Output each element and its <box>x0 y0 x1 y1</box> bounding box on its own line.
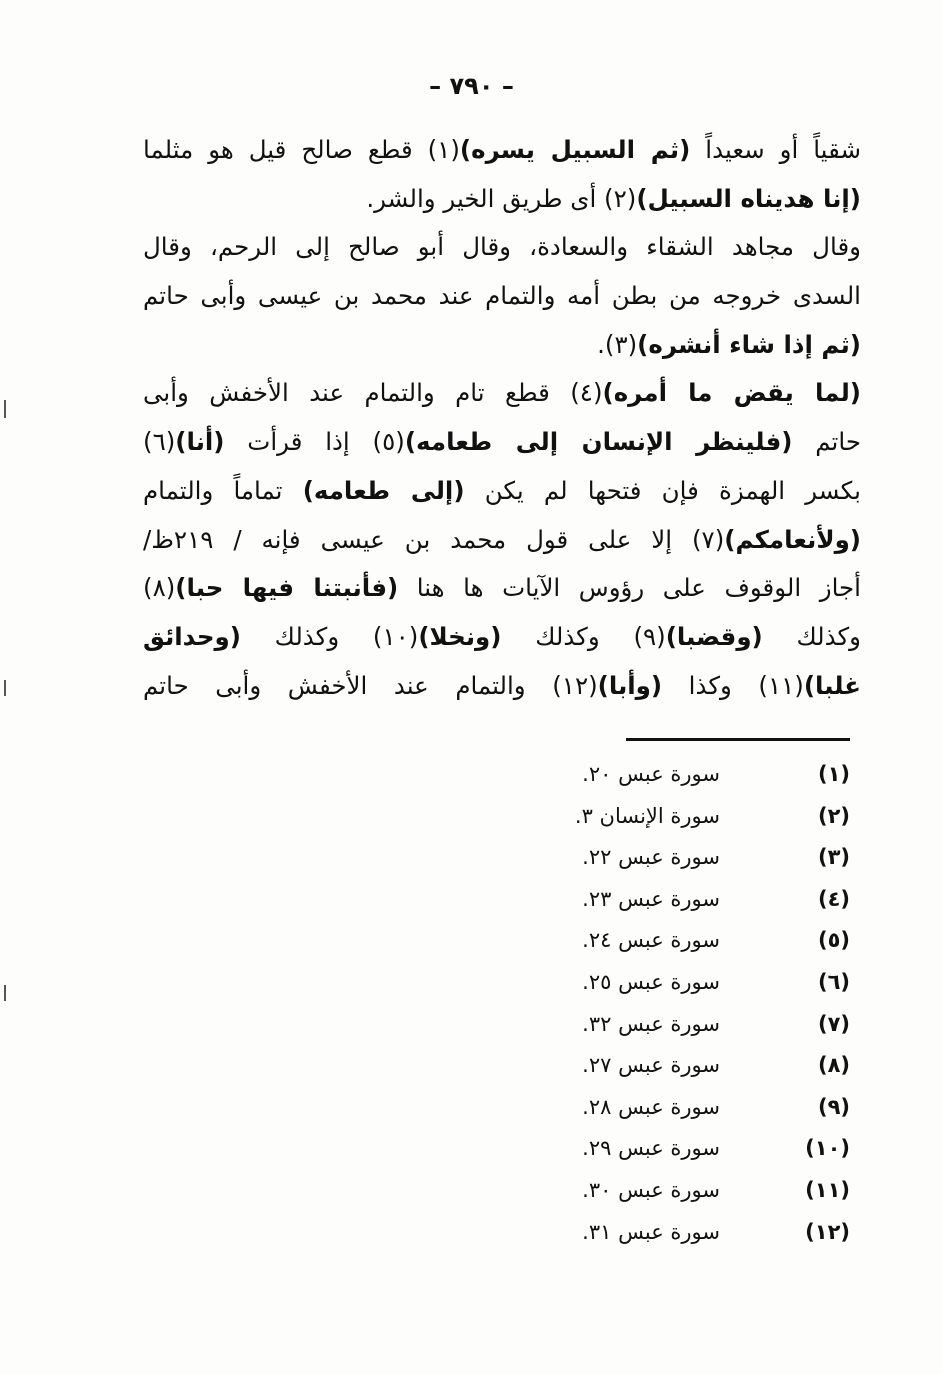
footnote-item <box>500 1212 850 1254</box>
footnote-item <box>500 754 850 796</box>
text-segment: بكسر الهمزة فإن فتحها لم يكن <box>464 475 861 505</box>
text-segment: (١١) وكذا <box>662 670 804 700</box>
footnote-text: سورة عبس ٣٠. <box>582 1177 720 1202</box>
footnote-item <box>500 1045 850 1087</box>
footnote-text: سورة عبس ٢٥. <box>582 969 720 994</box>
footnote-number: (٤) <box>817 886 850 911</box>
footnote-text: سورة عبس ٢٠. <box>582 762 720 786</box>
footnote-item <box>500 837 850 879</box>
text-segment: (٦) <box>143 427 176 457</box>
footnote-item <box>500 1128 850 1170</box>
text-segment: (٧) إلا على قول محمد بن عيسى فإنه / ٢١٩ظ/ <box>143 524 725 554</box>
quran-quote: (ثم السبيل يسره) <box>459 135 691 164</box>
footnote-number: (١٠) <box>805 1136 850 1161</box>
text-line <box>143 223 861 272</box>
text-line <box>143 662 861 711</box>
quran-quote: (لما يقض ما أمره) <box>602 378 861 408</box>
footnote-text: سورة عبس ٢٩. <box>582 1136 720 1161</box>
text-segment: السدى خروجه من بطن أمه والتمام عند محمد بن عيسى وأبى حاتم <box>143 281 861 311</box>
footnote-number: (٨) <box>817 1053 850 1078</box>
text-segment: (٩) وكذلك <box>501 621 666 651</box>
quran-quote: (أنا) <box>175 427 225 457</box>
page-number: – ٧٩٠ – <box>429 72 514 100</box>
quran-quote: (فأنبتنا فيها حبا) <box>175 573 399 603</box>
text-segment: (١٠) وكذلك <box>240 621 419 651</box>
text-segment: (٨) <box>143 573 176 603</box>
text-line <box>143 175 861 224</box>
quran-quote: (إلى طعامه) <box>302 475 465 505</box>
body-text <box>143 126 861 710</box>
text-line <box>143 321 861 370</box>
footnote-text: سورة عبس ٢٢. <box>582 845 720 870</box>
footnote-text: سورة عبس ٣١. <box>582 1219 720 1244</box>
footnote-item <box>500 796 850 838</box>
text-segment: حاتم <box>792 427 861 457</box>
text-line <box>143 516 861 565</box>
footnote-text: سورة عبس ٢٨. <box>582 1094 720 1119</box>
footnote-number: (١١) <box>805 1177 850 1202</box>
quran-quote: (وأبا) <box>597 670 663 700</box>
footnote-text: سورة عبس ٣٢. <box>582 1011 720 1036</box>
text-segment: (١) قطع صالح قيل هو مثلما <box>143 135 460 164</box>
text-line <box>143 272 861 321</box>
footnote-text: سورة عبس ٢٣. <box>582 886 720 911</box>
text-line <box>143 613 861 662</box>
footnote-item <box>500 1004 850 1046</box>
footnote-number: (٢) <box>817 803 850 828</box>
footnote-text: سورة عبس ٢٧. <box>582 1053 720 1078</box>
footnote-item <box>500 1170 850 1212</box>
quran-quote: (وحدائق <box>143 621 241 651</box>
footnote-number: (٣) <box>817 845 850 870</box>
text-segment: (٤) قطع تام والتمام عند الأخفش وأبى <box>143 378 603 408</box>
footnote-separator <box>626 738 850 741</box>
text-segment: (٢) أى طريق الخير والشر. <box>366 183 637 213</box>
footnote-number: (٥) <box>817 928 850 953</box>
quran-quote: (ونخلا) <box>418 621 502 651</box>
text-segment: وقال مجاهد الشقاء والسعادة، وقال أبو صالح إلى الرحم، وقال <box>143 232 861 262</box>
text-line <box>143 126 861 175</box>
scan-edge-mark <box>4 400 6 418</box>
text-line <box>143 467 861 516</box>
footnote-number: (١) <box>817 762 850 786</box>
text-segment: تماماً والتمام <box>143 475 303 505</box>
text-line <box>143 564 861 613</box>
footnote-number: (٧) <box>817 1011 850 1036</box>
scan-edge-mark <box>4 680 6 696</box>
scan-edge-mark <box>4 985 6 1001</box>
quran-quote: (إنا هديناه السبيل) <box>636 183 861 213</box>
footnote-item <box>500 920 850 962</box>
quran-quote: (فلينظر الإنسان إلى طعامه) <box>404 427 793 457</box>
text-segment: شقياً أو سعيداً <box>690 135 861 164</box>
quran-quote: (ثم إذا شاء أنشره) <box>637 329 861 359</box>
quran-quote: غلبا) <box>803 670 861 700</box>
footnote-text: سورة عبس ٢٤. <box>582 928 720 953</box>
footnote-item <box>500 962 850 1004</box>
footnote-number: (١٢) <box>805 1219 850 1244</box>
footnote-text: سورة الإنسان ٣. <box>574 803 720 828</box>
footnote-number: (٩) <box>817 1094 850 1119</box>
quran-quote: (وقضبا) <box>665 621 763 651</box>
quran-quote: (ولأنعامكم) <box>724 524 861 554</box>
text-segment: (٣). <box>597 329 638 359</box>
text-segment: (٥) إذا قرأت <box>224 427 405 457</box>
text-line <box>143 418 861 467</box>
footnotes-list <box>500 754 850 1253</box>
text-segment: أجاز الوقوف على رؤوس الآيات ها هنا <box>398 573 861 603</box>
text-segment: (١٢) والتمام عند الأخفش وأبى حاتم <box>143 670 598 700</box>
footnote-number: (٦) <box>817 969 850 994</box>
footnote-item <box>500 879 850 921</box>
text-line <box>143 369 861 418</box>
footnote-item <box>500 1087 850 1129</box>
text-segment: وكذلك <box>762 621 861 651</box>
